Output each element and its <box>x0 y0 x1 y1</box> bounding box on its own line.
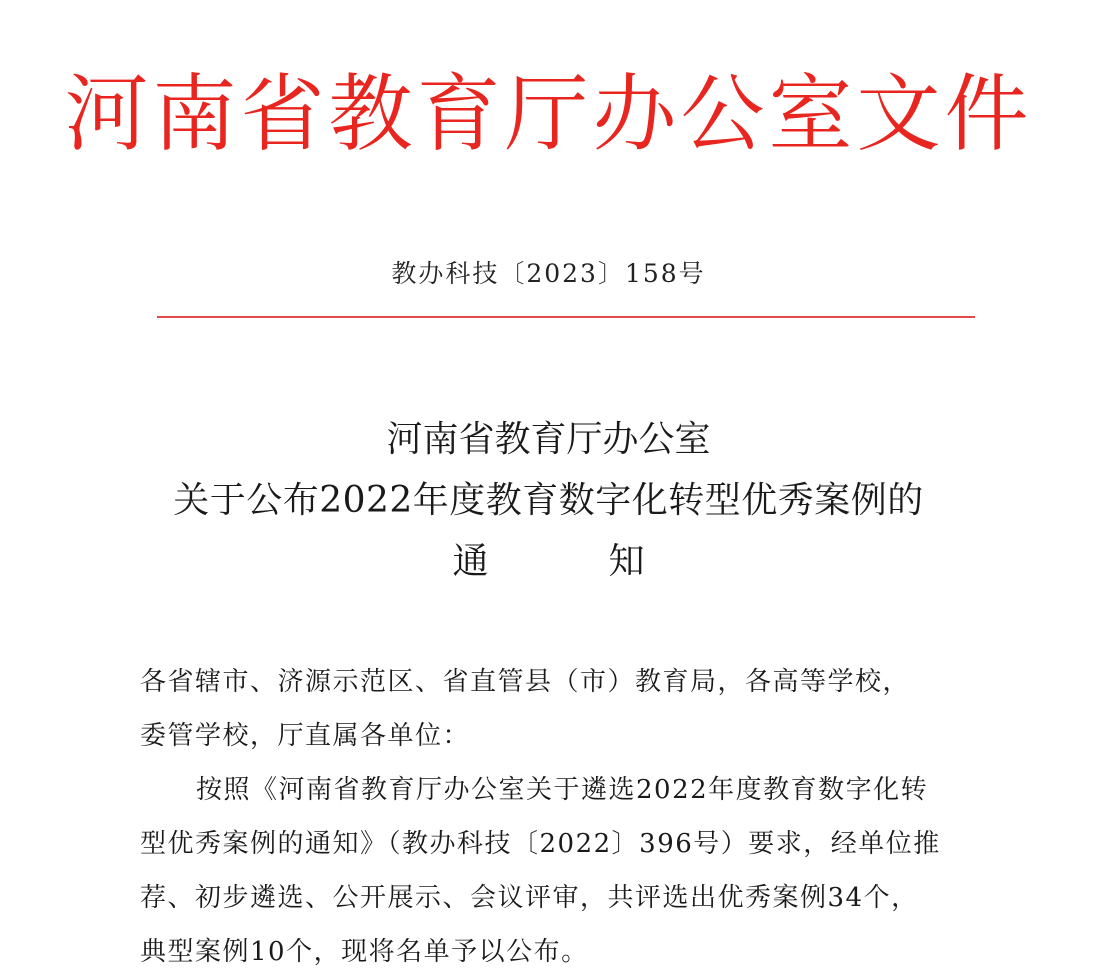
body-line-6: 典型案例10个，现将名单予以公布。 <box>140 937 589 967</box>
body-line-4: 型优秀案例的通知》（教办科技〔2022〕396号）要求，经单位推 <box>140 829 941 859</box>
notice-title-char-2: 知 <box>608 541 645 582</box>
notice-title-line-3 <box>0 532 1097 592</box>
body-line-3: 按照《河南省教育厅办公室关于遴选2022年度教育数字化转 <box>196 775 929 805</box>
document-number: 教办科技〔2023〕158号 <box>391 259 706 288</box>
red-divider-line <box>157 316 975 318</box>
notice-title-char-1: 通 <box>452 541 489 582</box>
body-line-2: 委管学校，厅直属各单位： <box>140 721 471 751</box>
body-line-1: 各省辖市、济源示范区、省直管县（市）教育局，各高等学校， <box>140 667 911 697</box>
masthead-title: 河南省教育厅办公室文件 <box>64 65 1033 163</box>
notice-title-line-1: 河南省教育厅办公室 <box>386 419 711 460</box>
body-line-5: 荐、初步遴选、公开展示、会议评审，共评选出优秀案例34个， <box>140 883 919 913</box>
notice-title-line-2: 关于公布2022年度教育数字化转型优秀案例的 <box>173 480 924 521</box>
